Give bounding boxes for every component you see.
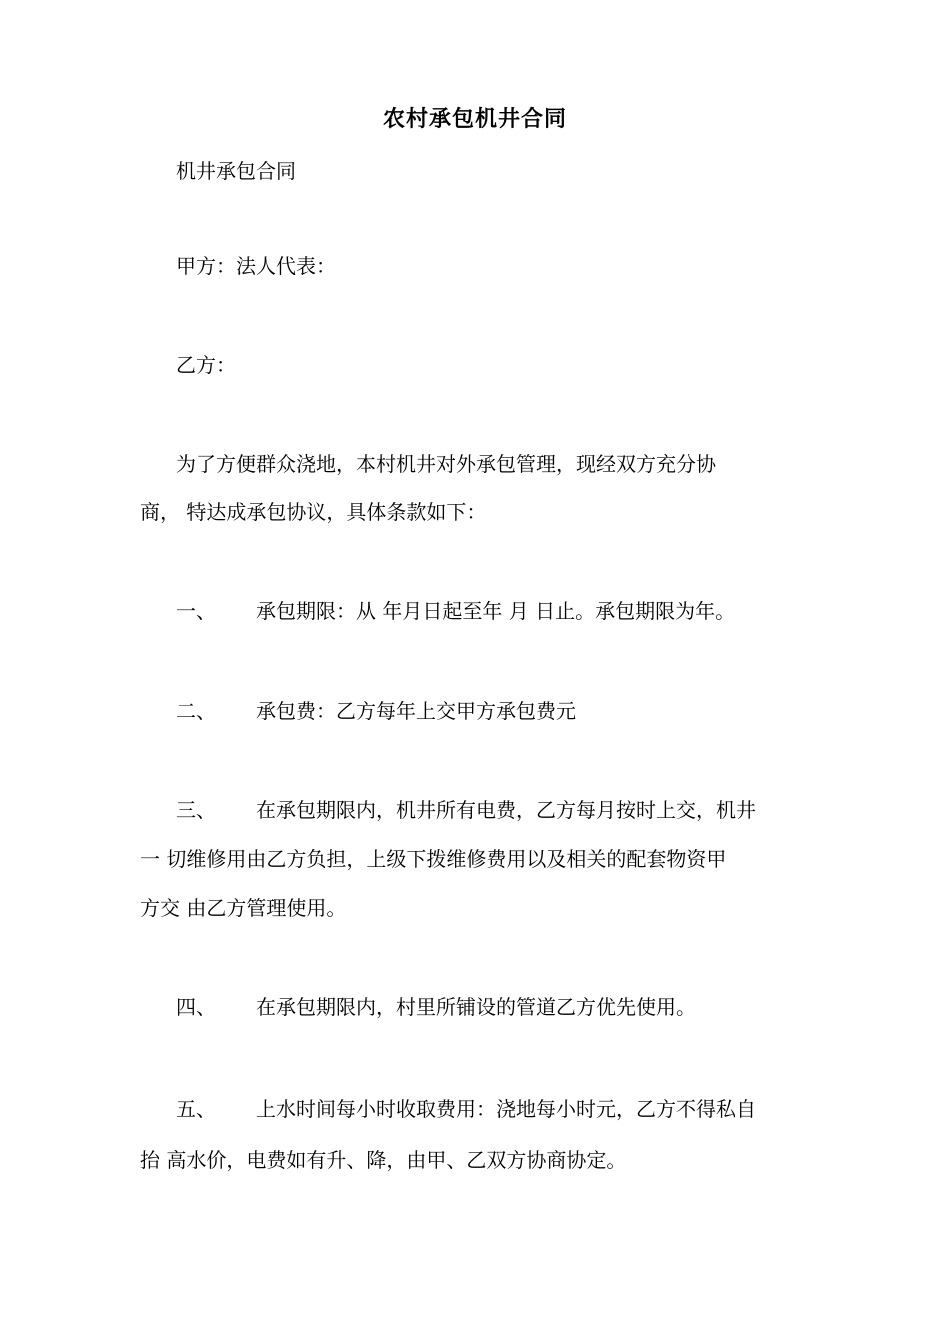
clause-4-number: 四、 (176, 995, 216, 1019)
document-subtitle: 机井承包合同 (176, 159, 296, 183)
clause-5-text-line-1: 上水时间每小时收取费用：浇地每小时元，乙方不得私自 (256, 1097, 756, 1121)
clause-1-text: 承包期限：从 年月日起至年 月 日止。承包期限为年。 (256, 599, 736, 623)
clause-5-text-line-2: 抬 高水价，电费如有升、降，由甲、乙双方协商协定。 (140, 1148, 627, 1172)
intro-paragraph-line-2: 商， 特达成承包协议，具体条款如下： (140, 500, 487, 524)
clause-2-text: 承包费：乙方每年上交甲方承包费元 (256, 699, 576, 723)
intro-paragraph-line-1: 为了方便群众浇地，本村机井对外承包管理，现经双方充分协 (176, 452, 716, 476)
clause-5-number: 五、 (176, 1097, 216, 1121)
clause-2-number: 二、 (176, 699, 216, 723)
clause-3-text-line-1: 在承包期限内，机井所有电费，乙方每月按时上交，机井 (256, 798, 756, 822)
clause-3-text-line-2: 一 切维修用由乙方负担，上级下拨维修费用以及相关的配套物资甲 (140, 847, 727, 871)
party-b-line: 乙方： (176, 353, 236, 377)
clause-1-number: 一、 (176, 599, 216, 623)
party-a-line: 甲方：法人代表： (176, 254, 336, 278)
clause-3-text-line-3: 方交 由乙方管理使用。 (140, 896, 347, 920)
clause-4-text: 在承包期限内，村里所铺设的管道乙方优先使用。 (256, 995, 696, 1019)
clause-3-number: 三、 (176, 798, 216, 822)
document-title: 农村承包机井合同 (382, 106, 567, 132)
